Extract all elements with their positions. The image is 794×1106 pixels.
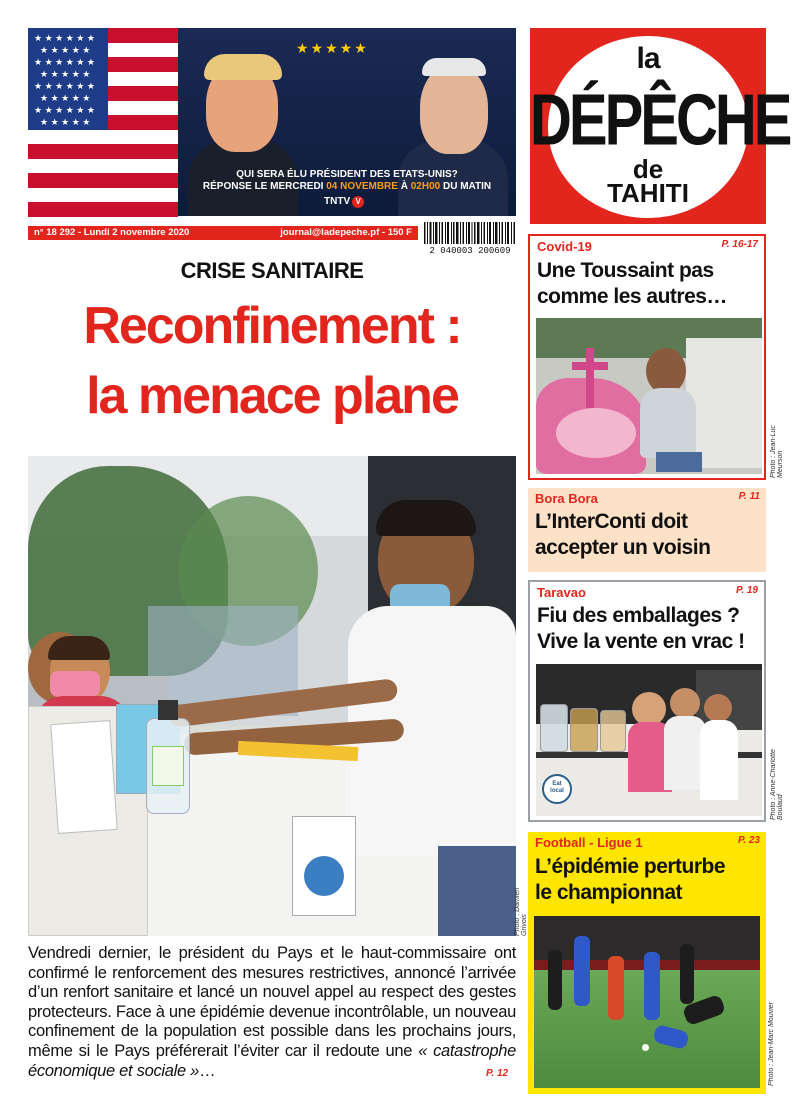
main-headline-line1[interactable]: Reconfinement : — [83, 297, 461, 355]
logo-tahiti: TAHITI — [607, 178, 689, 208]
issue-number-date: n° 18 292 - Lundi 2 novembre 2020 — [34, 227, 190, 238]
main-article-body: Vendredi dernier, le président du Pays et le haut-commissaire ont confirmé le renforcement des mesures restrictives, annoncé l’arrivée d’un renfort sanitaire et lancé un nouvel appel au respect des gestes protecteurs. Face à une épidémie devenue incontrôlable, un nouveau confinement de la population est possible dans les prochains jours, même si le Pays préférerait l’éviter car il redoute une « catastrophe économique et sociale »… — [28, 944, 516, 1080]
teaser-category: Bora Bora — [535, 491, 598, 506]
main-photo[interactable] — [28, 456, 528, 936]
banner-answer-date: RÉPONSE LE MERCREDI 04 NOVEMBRE À 02H00 DU MATIN — [202, 181, 492, 192]
eat-local-sign: Eat local — [550, 781, 564, 794]
teaser-title-line1: Fiu des emballages ? — [537, 604, 740, 627]
teaser-photo-credit: Photo : Jean-Marc Mouvier — [768, 1002, 775, 1087]
teaser-title-line1: L’épidémie perturbe — [535, 855, 726, 878]
teaser-category: Taravao — [537, 585, 586, 600]
issue-bar — [28, 226, 418, 240]
banner-question: QUI SERA ÉLU PRÉSIDENT DES ETATS-UNIS? — [236, 169, 458, 180]
stars-decoration: ★★★★★ — [296, 40, 369, 56]
teaser-page-ref[interactable]: P. 23 — [737, 835, 760, 846]
logo-depeche: DÉPÊCHE — [530, 79, 790, 161]
teaser-taravao[interactable] — [528, 580, 784, 822]
main-photo-credit: Photo : Damien Grivois — [514, 887, 528, 936]
teaser-title-line2: accepter un voisin — [535, 536, 711, 559]
teaser-photo-credit: Photo : Jean-Luc Meurson — [770, 425, 784, 478]
main-page-ref[interactable]: P. 12 — [486, 1068, 509, 1079]
logo-la: la — [636, 42, 660, 75]
teaser-photo-credit: Photo : Anne-Charlotte Boulaud — [770, 749, 784, 820]
teaser-page-ref[interactable]: P. 11 — [738, 491, 760, 502]
newspaper-logo[interactable] — [530, 28, 790, 224]
tntv-logo: TNTV V — [324, 196, 364, 208]
teaser-title-line1: Une Toussaint pas — [537, 259, 714, 282]
teaser-title-line2: le championnat — [535, 881, 683, 904]
teaser-photo-cemetery — [536, 318, 762, 474]
barcode-number: 2 040003 200609 — [429, 246, 511, 256]
teaser-bora-bora[interactable] — [528, 488, 766, 572]
teaser-category: Football - Ligue 1 — [535, 835, 643, 850]
teaser-football[interactable] — [528, 832, 775, 1094]
teaser-photo-shop — [536, 664, 762, 816]
teaser-title-line1: L’InterConti doit — [535, 510, 688, 533]
logo-de: de — [632, 154, 664, 184]
teaser-title-line2: comme les autres… — [537, 285, 727, 308]
election-banner-ad[interactable] — [28, 28, 516, 216]
us-flag-image: ★ ★ ★ ★ ★ ★ ★ ★ ★ ★ ★ ★ ★ ★ ★ ★ ★ ★ ★ ★ ★ ★ ★ ★ ★ ★ ★ ★ ★ ★ ★ ★ ★ ★ ★ ★ ★ ★ ★ ★ ★ ★ ★ ★ — [28, 28, 178, 216]
teaser-page-ref[interactable]: P. 16-17 — [721, 239, 758, 250]
section-kicker: CRISE SANITAIRE — [180, 258, 364, 283]
teaser-photo-football — [534, 916, 760, 1088]
contact-price[interactable]: journal@ladepeche.pf - 150 F — [280, 227, 412, 238]
barcode-icon — [424, 222, 516, 244]
teaser-covid[interactable] — [528, 234, 784, 480]
teaser-title-line2: Vive la vente en vrac ! — [537, 630, 745, 653]
main-headline-line2[interactable]: la menace plane — [86, 367, 458, 425]
teaser-category: Covid-19 — [537, 239, 592, 254]
portrait-right-face — [420, 64, 488, 154]
teaser-page-ref[interactable]: P. 19 — [735, 585, 758, 596]
